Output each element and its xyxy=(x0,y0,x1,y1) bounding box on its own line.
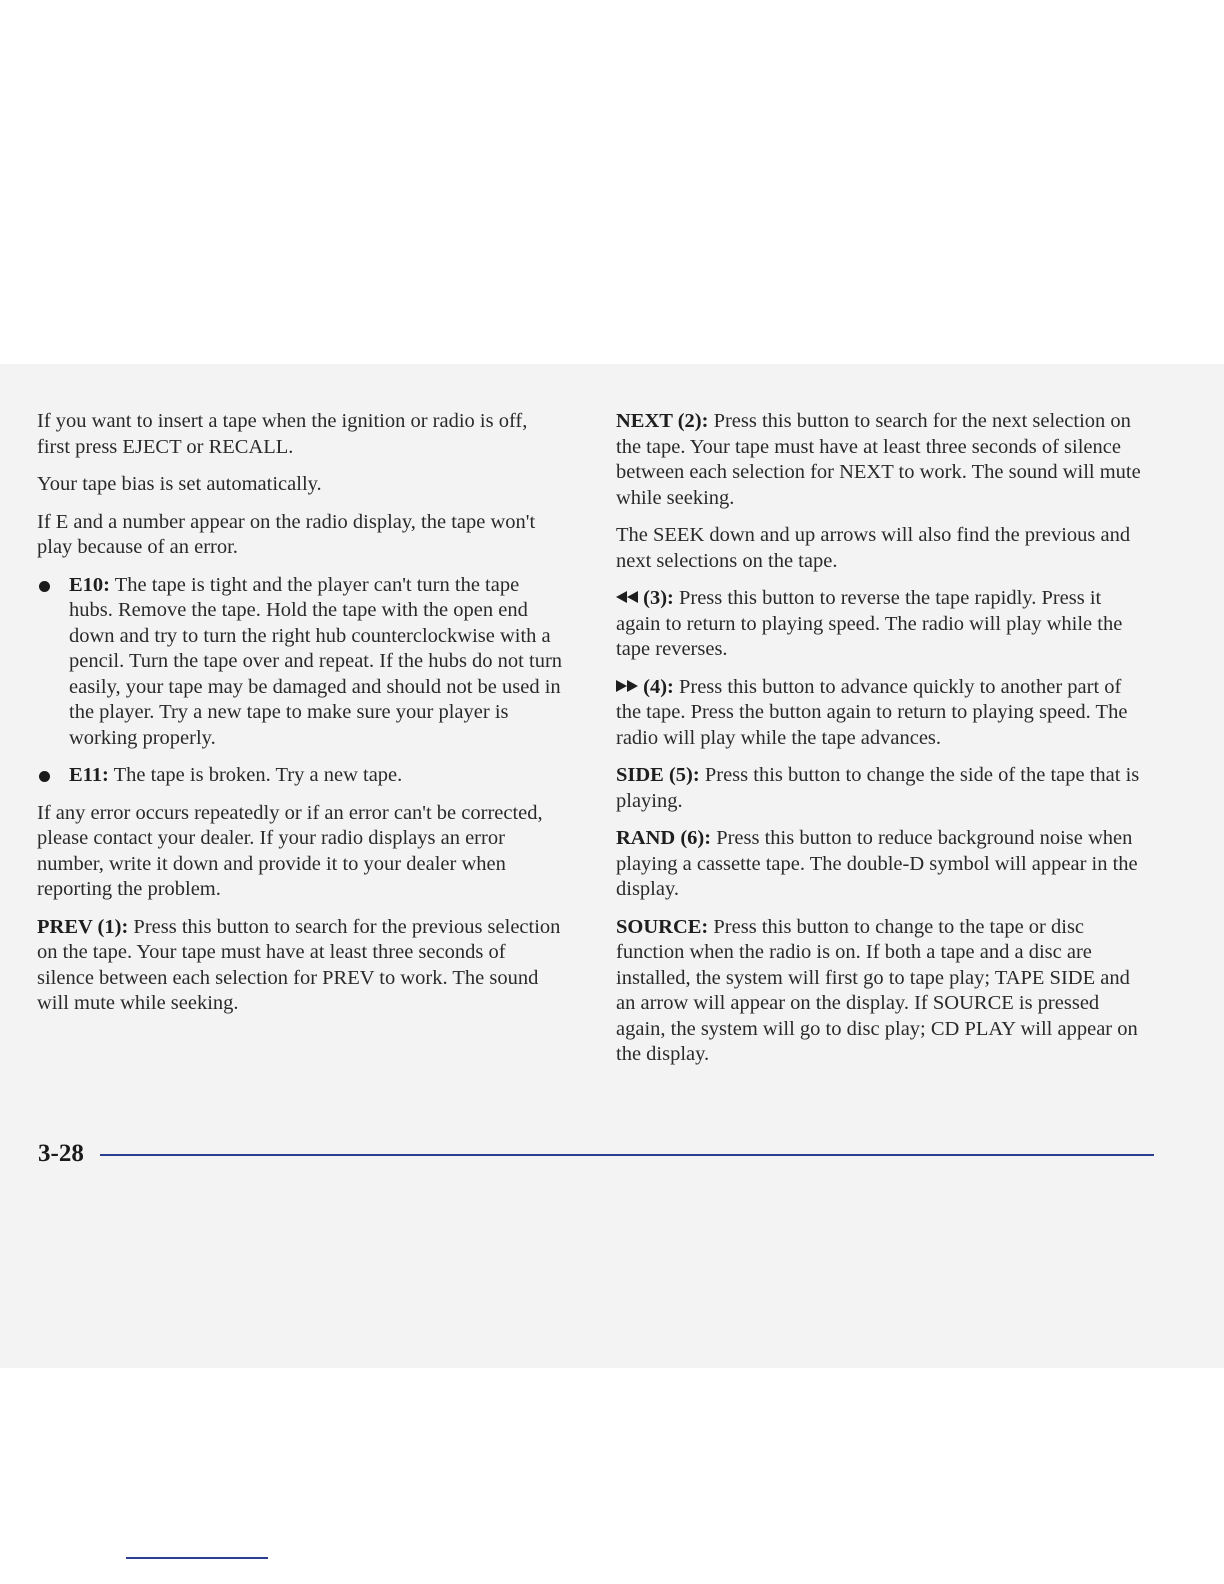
rewind-text: Press this button to reverse the tape rapidly. Press it again to return to playing speed. The radio will play while the tape reverses. xyxy=(616,587,1123,660)
e11-term: E11: xyxy=(69,764,109,786)
side-paragraph xyxy=(616,763,1146,814)
source-paragraph xyxy=(616,915,1146,1068)
bullet-dot-icon xyxy=(39,581,50,592)
rewind-icon xyxy=(616,587,638,609)
bottom-link-underline[interactable] xyxy=(126,1557,268,1559)
next-term: NEXT (2): xyxy=(616,410,709,432)
rewind-term: (3): xyxy=(638,587,674,609)
e11-text: The tape is broken. Try a new tape. xyxy=(108,764,403,786)
next-text: Press this button to search for the next selection on the tape. Your tape must have at least three seconds of silence between each selection for NEXT to work. The sound will mute while seeking. xyxy=(616,410,1141,509)
right-column xyxy=(616,409,1146,1080)
footer-rule xyxy=(100,1154,1154,1156)
e10-term: E10: xyxy=(69,573,110,596)
source-term: SOURCE: xyxy=(616,915,709,938)
error-intro-paragraph: If E and a number appear on the radio display, the tape won't play because of an error. xyxy=(37,510,536,558)
page-footer xyxy=(38,1140,1158,1174)
prev-term: PREV (1): xyxy=(37,915,129,938)
tape-bias-paragraph: Your tape bias is set automatically. xyxy=(37,473,322,495)
fast-forward-text: Press this button to advance quickly to another part of the tape. Press the button again to return to playing speed. The radio will play while the tape advances. xyxy=(616,675,1128,749)
source-text: Press this button to change to the tape or disc function when the radio is on. If both a tape and a disc are installed, the system will first go to tape play; TAPE SIDE and an arrow will appear on the display. If SOURCE is pressed again, the system will go to disc play; CD PLAY will appear on the display. xyxy=(616,915,1138,1065)
bullet-e10 xyxy=(37,573,565,752)
fast-forward-paragraph xyxy=(616,675,1146,752)
bullet-dot-icon xyxy=(39,771,50,782)
fast-forward-term: (4): xyxy=(638,675,674,698)
side-text: Press this button to change the side of the tape that is playing. xyxy=(616,764,1140,812)
page-number: 3-28 xyxy=(38,1140,84,1167)
bullet-e11 xyxy=(37,763,565,789)
prev-text: Press this button to search for the previous selection on the tape. Your tape must have at least three seconds of silence between each selection for PREV to work. The sound will mute while seeking. xyxy=(37,915,561,1014)
fast-forward-icon xyxy=(616,676,638,698)
rewind-paragraph xyxy=(616,586,1146,663)
side-term: SIDE (5): xyxy=(616,764,700,786)
seek-paragraph: The SEEK down and up arrows will also find the previous and next selections on the tape. xyxy=(616,524,1131,572)
left-column xyxy=(37,409,565,1029)
rand-paragraph xyxy=(616,826,1146,903)
insert-tape-paragraph: If you want to insert a tape when the ignition or radio is off, first press EJECT or RECALL. xyxy=(37,410,528,458)
rand-text: Press this button to reduce background noise when playing a cassette tape. The double-D symbol will appear in the display. xyxy=(616,827,1138,900)
rand-term: RAND (6): xyxy=(616,827,712,849)
repeated-error-paragraph: If any error occurs repeatedly or if an error can't be corrected, please contact your dealer. If your radio displays an error number, write it down and provide it to your dealer when reporting the problem. xyxy=(37,801,543,900)
e10-text: The tape is tight and the player can't turn the tape hubs. Remove the tape. Hold the tape with the open end down and try to turn the right hub counterclockwise with a pencil. Turn the tape over and repeat. If the hubs do not turn easily, your tape may be damaged and should not be used in the player. Try a new tape to make sure your player is working properly. xyxy=(69,573,563,749)
prev-paragraph xyxy=(37,915,565,1017)
next-paragraph xyxy=(616,409,1146,511)
